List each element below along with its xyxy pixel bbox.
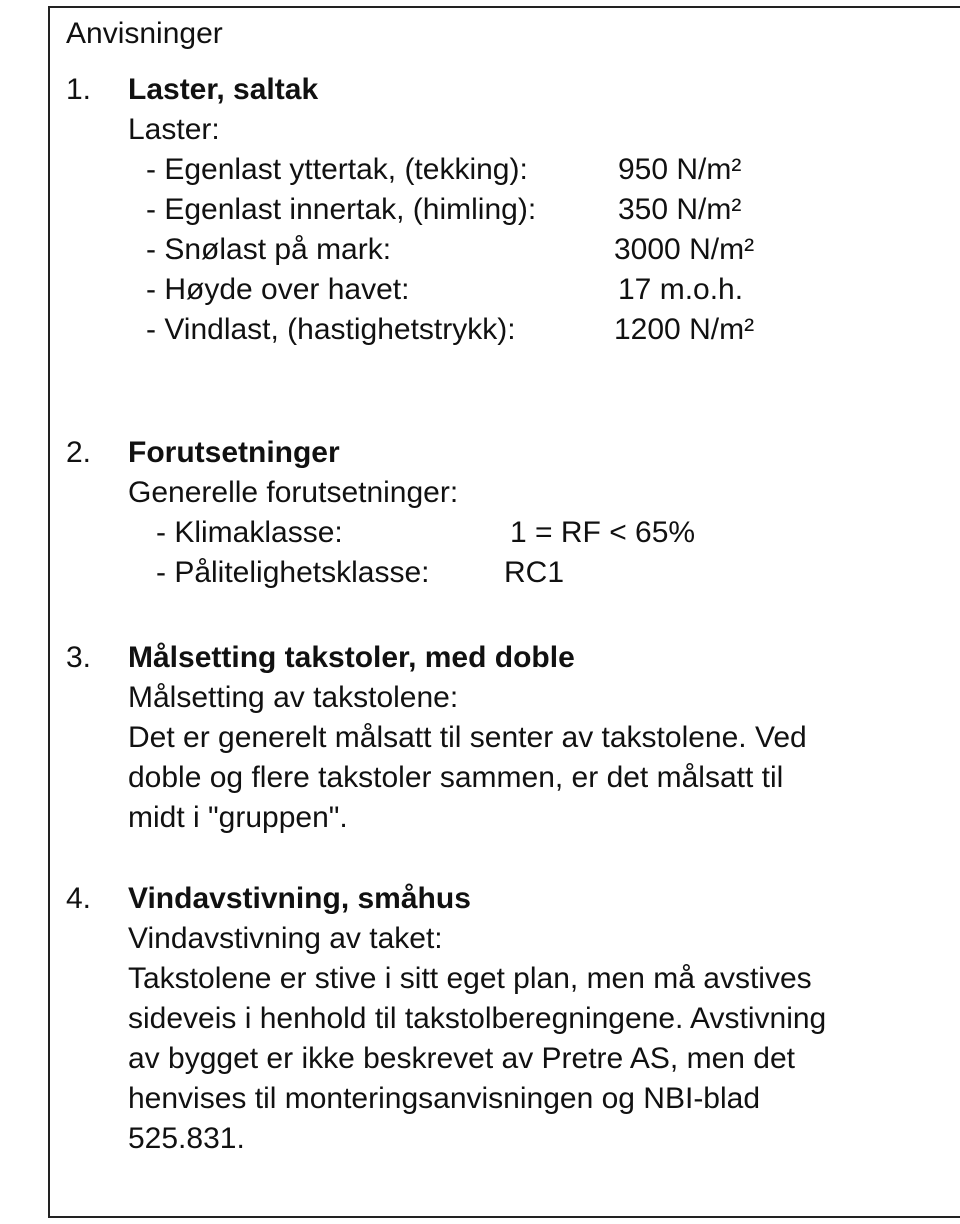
paragraph-line: Det er generelt målsatt til senter av takstolene. Ved [128,721,807,754]
load-value: 1200 N/m² [614,313,755,346]
paragraph-line: henvises til monteringsanvisningen og NBI-blad [128,1082,761,1115]
section-heading: Vindavstivning, småhus [128,882,471,915]
section-number: 2. [66,436,92,469]
section-heading: Målsetting takstoler, med doble [128,641,575,674]
paragraph-line: 525.831. [128,1122,245,1155]
assumption-value: 1 = RF < 65% [510,516,696,549]
paragraph-line: sideveis i henhold til takstolberegningene. Avstivning [128,1002,827,1035]
section-number: 1. [66,73,92,106]
load-row [128,150,946,190]
load-label: - Egenlast innertak, (himling): [146,193,537,226]
paragraph-line: av bygget er ikke beskrevet av Pretre AS, men det [128,1042,796,1075]
load-label: - Snølast på mark: [146,233,392,266]
load-value: 950 N/m² [618,153,742,186]
page-title: Anvisninger [66,17,223,50]
section-subheading: Vindavstivning av taket: [128,922,443,955]
paragraph-line: doble og flere takstoler sammen, er det målsatt til [128,761,784,794]
load-value: 3000 N/m² [614,233,755,266]
assumption-row [128,553,946,593]
assumption-label: - Klimaklasse: [156,516,343,549]
load-row [128,190,946,230]
section-subheading: Målsetting av takstolene: [128,681,459,714]
section-heading: Laster, saltak [128,73,319,106]
load-row [128,270,946,310]
assumption-value: RC1 [504,556,565,589]
paragraph-line: midt i "gruppen". [128,801,348,834]
section-number: 3. [66,641,92,674]
assumption-label: - Pålitelighetsklasse: [156,556,430,589]
section-heading: Forutsetninger [128,436,340,469]
assumption-row [128,513,946,553]
load-row [128,230,946,270]
load-value: 17 m.o.h. [618,273,744,306]
section-subheading: Laster: [128,113,220,146]
load-value: 350 N/m² [618,193,742,226]
load-label: - Vindlast, (hastighetstrykk): [146,313,516,346]
load-label: - Høyde over havet: [146,273,410,306]
load-label: - Egenlast yttertak, (tekking): [146,153,528,186]
load-row [128,310,946,350]
paragraph-line: Takstolene er stive i sitt eget plan, men må avstives [128,962,812,995]
section-number: 4. [66,882,92,915]
section-subheading: Generelle forutsetninger: [128,476,459,509]
